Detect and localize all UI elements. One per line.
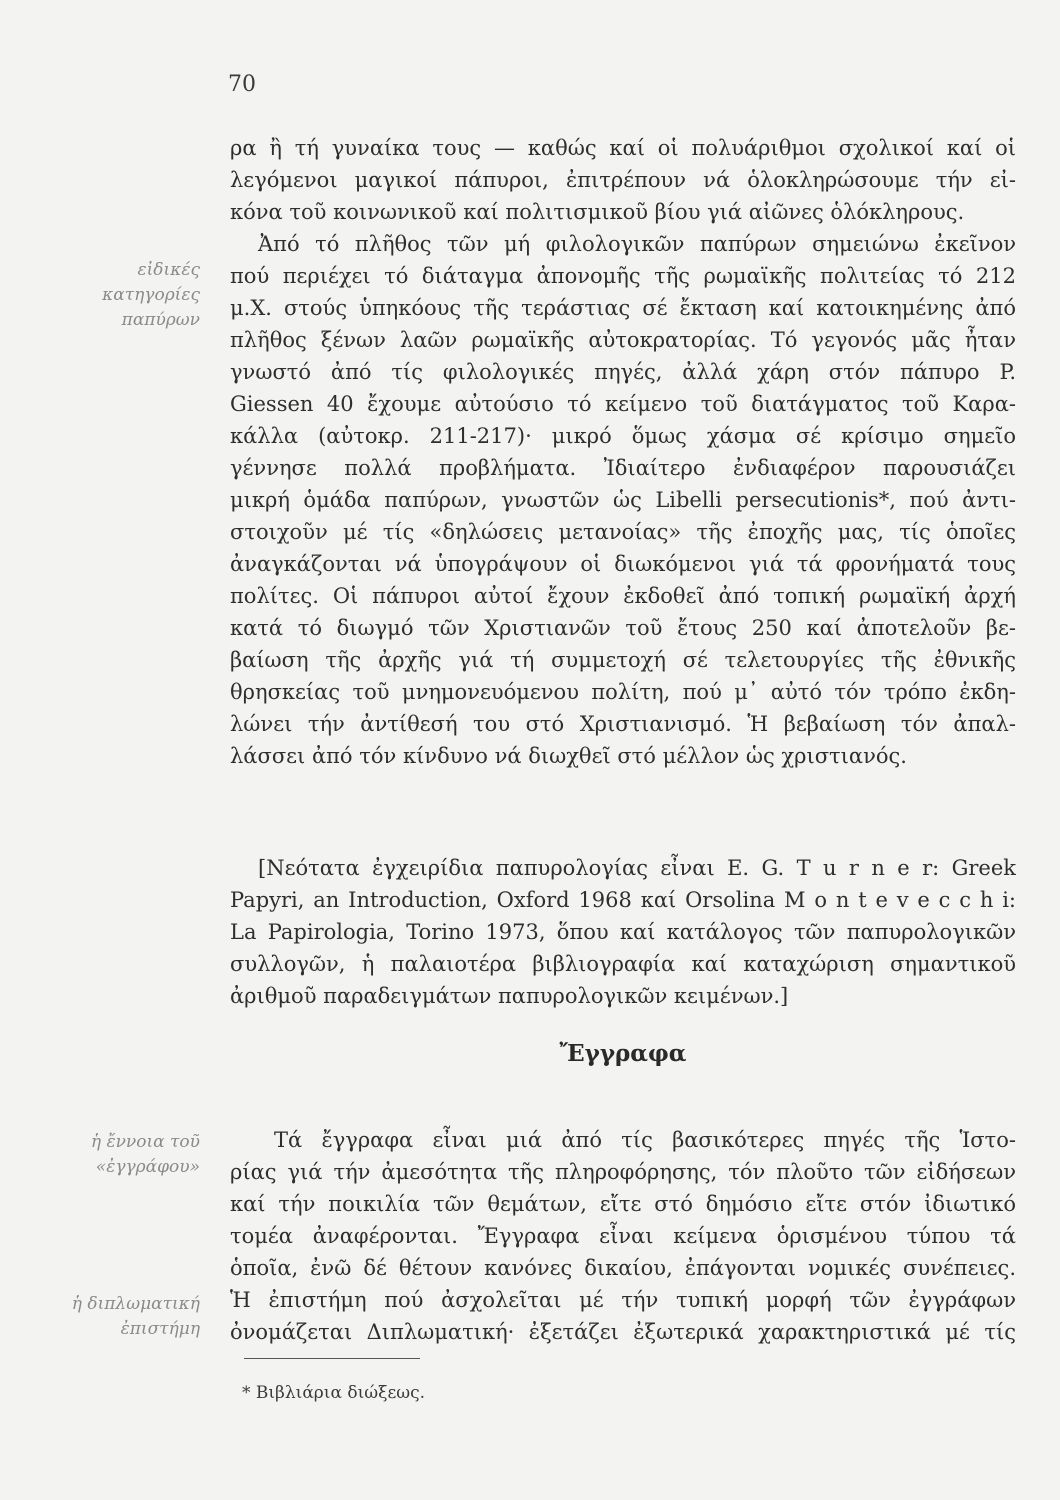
text-line: μικρή ὁμάδα παπύρων, γνωστῶν ὡς Libelli persecutionis*, πού ἀντι- xyxy=(230,488,1016,512)
text-line: κατά τό διωγμό τῶν Χριστιανῶν τοῦ ἔτους 250 καί ἀποτελοῦν βε- xyxy=(230,616,1016,640)
text-line: ὁποῖα, ἐνῶ δέ θέτουν κανόνες δικαίου, ἐπάγονται νομικές συνέπειες. xyxy=(230,1256,1016,1280)
text-line: βαίωση τῆς ἀρχῆς γιά τή συμμετοχή σέ τελετουργίες τῆς ἐθνικῆς xyxy=(230,648,1016,672)
text-line: καί τήν ποικιλία τῶν θεμάτων, εἴτε στό δημόσιο εἴτε στόν ἰδιωτικό xyxy=(230,1192,1016,1216)
text-line: λάσσει ἀπό τόν κίνδυνο νά διωχθεῖ στό μέλλον ὡς χριστιανός. xyxy=(230,744,907,768)
text-line: πλῆθος ξένων λαῶν ρωμαϊκῆς αὐτοκρατορίας. Τό γεγονός μᾶς ἦταν xyxy=(230,328,1016,352)
page-number: 70 xyxy=(228,72,256,97)
text-line: γνωστό ἀπό τίς φιλολογικές πηγές, ἀλλά χάρη στόν πάπυρο P. xyxy=(230,360,1016,384)
margin-note-line: ἐπιστήμη xyxy=(120,1319,200,1339)
text-line: [Νεότατα ἐγχειρίδια παπυρολογίας εἶναι E. G. T u r n e r: Greek xyxy=(258,856,1016,880)
text-line: πού περιέχει τό διάταγμα ἀπονομῆς τῆς ρωμαϊκῆς πολιτείας τό 212 xyxy=(230,264,1016,288)
text-line: λώνει τήν ἀντίθεσή του στό Χριστιανισμό. Ἡ βεβαίωση τόν ἀπαλ- xyxy=(230,712,1016,736)
margin-note-line: ἡ ἔννοια τοῦ xyxy=(90,1132,200,1152)
text-line: ρίας γιά τήν ἀμεσότητα τῆς πληροφόρησης, τόν πλοῦτο τῶν εἰδήσεων xyxy=(230,1160,1016,1184)
text-line: Papyri, an Introduction, Oxford 1968 καί Orsolina M o n t e v e c c h i: xyxy=(230,888,1016,912)
margin-note-papyri-categories xyxy=(50,258,200,333)
text-line: ἀριθμοῦ παραδειγμάτων παπυρολογικῶν κειμένων.] xyxy=(230,984,789,1008)
margin-note-line: παπύρων xyxy=(121,310,200,330)
margin-note-line: εἰδικές xyxy=(137,260,200,280)
margin-note-line: «ἐγγράφου» xyxy=(95,1157,200,1177)
text-line: κάλλα (αὐτοκρ. 211-217)· μικρό ὅμως χάσμα σέ κρίσιμο σημεῖο xyxy=(230,424,1016,448)
text-line: πολίτες. Οἱ πάπυροι αὐτοί ἔχουν ἐκδοθεῖ ἀπό τοπική ρωμαϊκή ἀρχή xyxy=(230,584,1016,608)
text-line: γέννησε πολλά προβλήματα. Ἰδιαίτερο ἐνδιαφέρον παρουσιάζει xyxy=(230,456,1016,480)
text-line: Giessen 40 ἔχουμε αὐτούσιο τό κείμενο τοῦ διατάγματος τοῦ Καρα- xyxy=(230,392,1016,416)
text-line: ὀνομάζεται Διπλωματική· ἐξετάζει ἐξωτερικά χαρακτηριστικά μέ τίς xyxy=(230,1320,1016,1344)
text-line: ἀναγκάζονται νά ὑπογράψουν οἱ διωκόμενοι γιά τά φρονήματά τους xyxy=(230,552,1016,576)
margin-note-line: κατηγορίες xyxy=(102,285,200,305)
footnote: * Βιβλιάρια διώξεως. xyxy=(242,1383,426,1403)
text-line: Τά ἔγγραφα εἶναι μιά ἀπό τίς βασικότερες πηγές τῆς Ἱστο- xyxy=(274,1128,1016,1152)
text-line: κόνα τοῦ κοινωνικοῦ καί πολιτισμικοῦ βίου γιά αἰῶνες ὁλόκληρους. xyxy=(230,200,965,224)
text-line: λεγόμενοι μαγικοί πάπυροι, ἐπιτρέπουν νά ὁλοκληρώσουμε τήν εἰ- xyxy=(230,168,1016,192)
paragraph-documents xyxy=(230,1124,1016,1348)
margin-note-diplomatics xyxy=(50,1292,200,1342)
text-line: ρα ἢ τή γυναίκα τους — καθώς καί οἱ πολυάριθμοι σχολικοί καί οἱ xyxy=(230,136,1016,160)
text-line: Ἡ ἐπιστήμη πού ἀσχολεῖται μέ τήν τυπική μορφή τῶν ἐγγράφων xyxy=(230,1288,1016,1312)
paragraph-papyri xyxy=(230,132,1016,772)
text-line: συλλογῶν, ἡ παλαιοτέρα βιβλιογραφία καί καταχώριση σημαντικοῦ xyxy=(230,952,1016,976)
text-line: θρησκείας τοῦ μνημονευόμενου πολίτη, πού μ᾿ αὐτό τόν τρόπο ἐκδη- xyxy=(230,680,1016,704)
text-line: μ.Χ. στούς ὑπηκόους τῆς τεράστιας σέ ἔκταση καί κατοικημένης ἀπό xyxy=(230,296,1016,320)
bibliography-note xyxy=(230,852,1016,1012)
footnote-rule xyxy=(244,1358,420,1359)
text-line: La Papirologia, Torino 1973, ὅπου καί κατάλογος τῶν παπυρολογικῶν xyxy=(230,920,1016,944)
text-line: στοιχοῦν μέ τίς «δηλώσεις μετανοίας» τῆς ἐποχῆς μας, τίς ὁποῖες xyxy=(230,520,1016,544)
text-line: Ἀπό τό πλῆθος τῶν μή φιλολογικῶν παπύρων σημειώνω ἐκεῖνον xyxy=(258,232,1016,256)
margin-note-document-concept xyxy=(50,1130,200,1180)
text-line: τομέα ἀναφέρονται. Ἔγγραφα εἶναι κείμενα ὁρισμένου τύπου τά xyxy=(230,1224,1016,1248)
section-heading: Ἔγγραφα xyxy=(559,1040,687,1067)
margin-note-line: ἡ διπλωματική xyxy=(71,1294,200,1314)
